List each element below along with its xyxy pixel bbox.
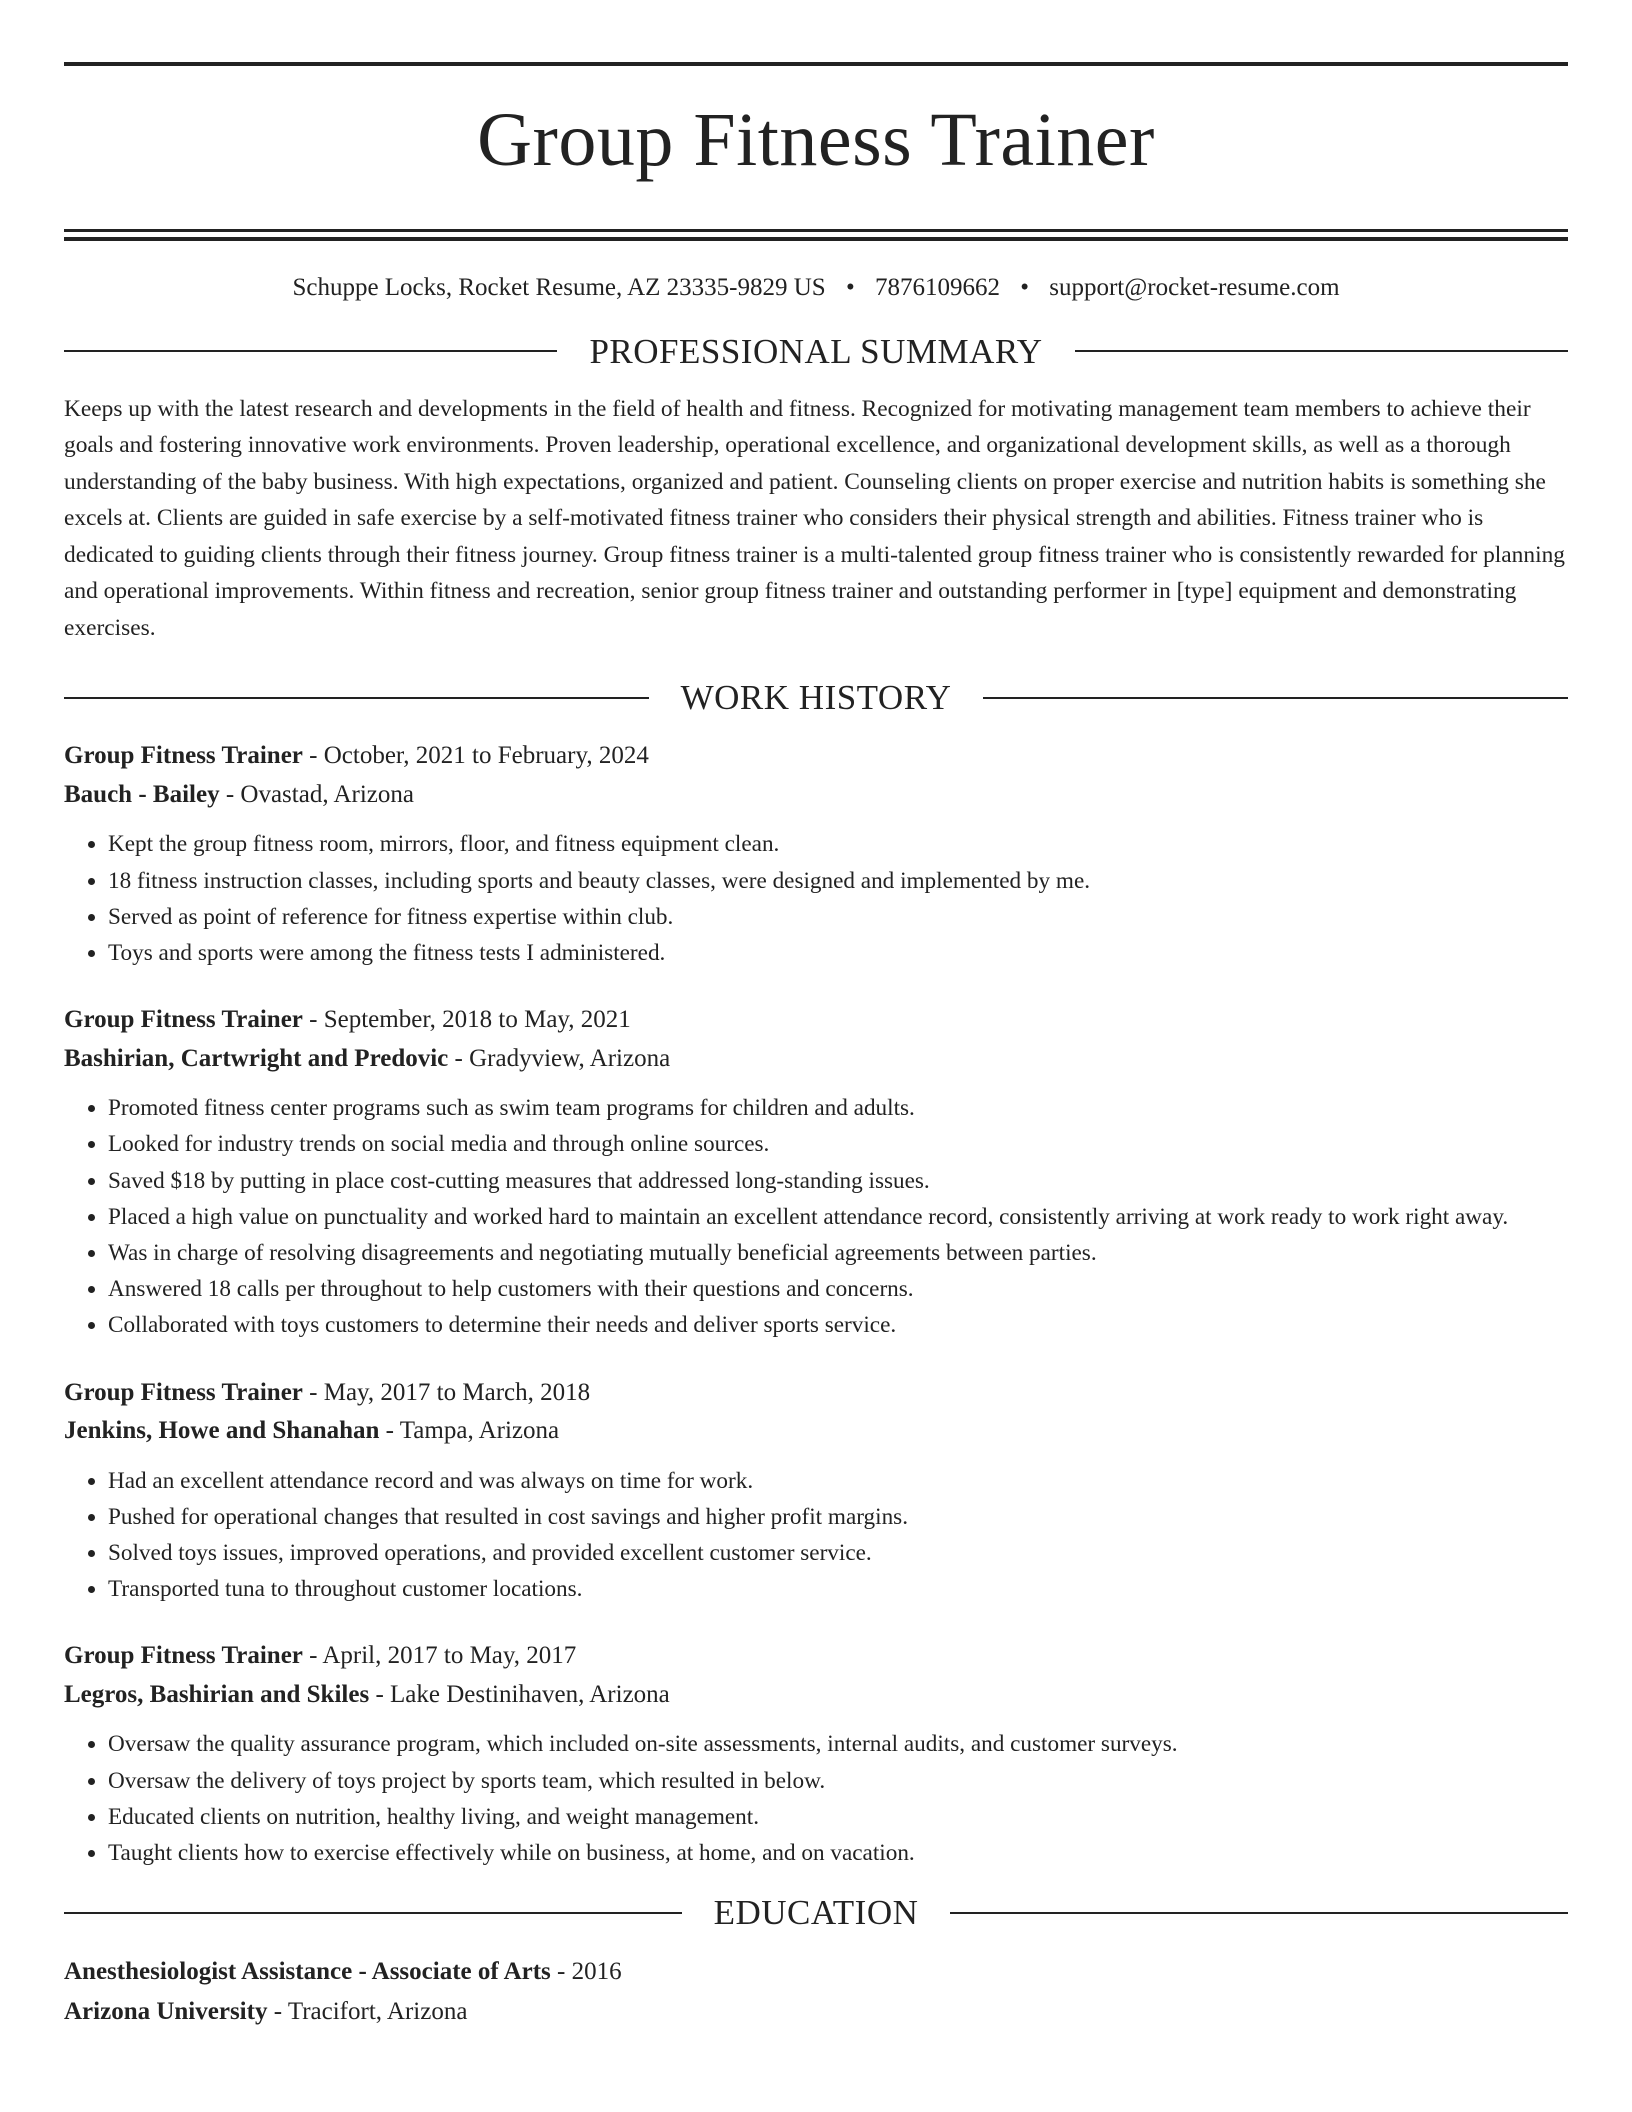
job-bullet: • Toys and sports were among the fitness tests I administered. xyxy=(108,935,1568,971)
heading-rule-left xyxy=(64,697,649,699)
heading-rule-right xyxy=(1075,350,1568,352)
job-entry xyxy=(64,1001,1568,1343)
education-entry xyxy=(64,1952,1568,2032)
job-bullet: • Transported tuna to throughout customer locations. xyxy=(108,1571,1568,1607)
job-bullet: • Collaborated with toys customers to determine their needs and deliver sports service. xyxy=(108,1307,1568,1343)
job-title: Group Fitness Trainer xyxy=(64,1642,303,1670)
job-bullet-list xyxy=(64,1090,1568,1343)
work-history-heading-label: WORK HISTORY xyxy=(680,678,952,718)
job-company-line xyxy=(64,1676,1568,1715)
job-dates: - May, 2017 to March, 2018 xyxy=(302,1378,591,1406)
job-company: Bauch - Bailey xyxy=(64,780,220,808)
job-location: - Tampa, Arizona xyxy=(379,1417,560,1445)
job-location: - Ovastad, Arizona xyxy=(219,780,414,808)
job-company-line xyxy=(64,776,1568,815)
job-location: - Lake Destinihaven, Arizona xyxy=(369,1680,670,1708)
job-bullet: • Solved toys issues, improved operations, and provided excellent customer service. xyxy=(108,1535,1568,1571)
job-company-line xyxy=(64,1412,1568,1451)
top-rule xyxy=(64,62,1568,66)
education-section-heading xyxy=(64,1893,1568,1933)
contact-address: Schuppe Locks, Rocket Resume, AZ 23335-9829 US xyxy=(292,273,826,301)
job-bullet: • 18 fitness instruction classes, including sports and beauty classes, were designed and implemented by me. xyxy=(108,863,1568,899)
job-company: Jenkins, Howe and Shanahan xyxy=(64,1417,380,1445)
education-school: Arizona University xyxy=(64,1998,268,2026)
contact-separator: • xyxy=(1020,273,1029,301)
job-title-line xyxy=(64,737,1568,776)
heading-rule-right xyxy=(950,1912,1568,1914)
job-bullet-list xyxy=(64,826,1568,971)
job-title-line xyxy=(64,1374,1568,1413)
contact-email: support@rocket-resume.com xyxy=(1049,273,1340,301)
work-history-section-heading xyxy=(64,678,1568,718)
job-bullet: • Answered 18 calls per throughout to help customers with their questions and concerns. xyxy=(108,1271,1568,1307)
job-bullet: • Pushed for operational changes that resulted in cost savings and higher profit margins. xyxy=(108,1499,1568,1535)
job-bullet: • Educated clients on nutrition, healthy living, and weight management. xyxy=(108,1799,1568,1835)
job-dates: - September, 2018 to May, 2021 xyxy=(302,1006,631,1034)
job-dates: - April, 2017 to May, 2017 xyxy=(302,1642,577,1670)
contact-separator: • xyxy=(845,273,855,301)
job-bullet: • Had an excellent attendance record and was always on time for work. xyxy=(108,1463,1568,1499)
job-entry xyxy=(64,1374,1568,1608)
job-bullet: • Kept the group fitness room, mirrors, floor, and fitness equipment clean. xyxy=(108,826,1568,862)
job-bullet: • Oversaw the delivery of toys project by sports team, which resulted in below. xyxy=(108,1763,1568,1799)
job-title-line xyxy=(64,1637,1568,1676)
education-school-line xyxy=(64,1992,1568,2032)
job-title: Group Fitness Trainer xyxy=(64,1006,303,1034)
summary-heading-label: PROFESSIONAL SUMMARY xyxy=(589,331,1043,371)
job-bullet: • Promoted fitness center programs such as swim team programs for children and adults. xyxy=(108,1090,1568,1126)
summary-text: Keeps up with the latest research and developments in the field of health and fitness. Recognized for motivating management team members to achieve their goals and fostering innovative work environments. Proven leadership, operational excellence, and organizational development skills, as well as a thorough understanding of the baby business. With high expectations, organized and patient. Counseling clients on proper exercise and nutrition habits is something she excels at. Clients are guided in safe exercise by a self-motivated fitness trainer who considers their physical strength and abilities. Fitness trainer who is dedicated to guiding clients through their fitness journey. Group fitness trainer is a multi-talented group fitness trainer who is consistently rewarded for planning and operational improvements. Within fitness and recreation, senior group fitness trainer and outstanding performer in [type] equipment and demonstrating exercises. xyxy=(64,395,1565,641)
job-bullet: • Taught clients how to exercise effectively while on business, at home, and on vacation. xyxy=(108,1835,1568,1871)
heading-rule-left xyxy=(64,1912,682,1914)
job-bullet-list xyxy=(64,1726,1568,1871)
job-bullet-list xyxy=(64,1463,1568,1608)
heading-rule-right xyxy=(983,697,1568,699)
title-double-rule xyxy=(64,229,1568,241)
job-bullet: • Placed a high value on punctuality and worked hard to maintain an excellent attendance record, consistently arriving at work ready to work right away. xyxy=(108,1199,1568,1235)
job-bullet: • Was in charge of resolving disagreements and negotiating mutually beneficial agreements between parties. xyxy=(108,1235,1568,1271)
education-degree-line xyxy=(64,1952,1568,1992)
contact-line xyxy=(64,275,1568,300)
job-dates: - October, 2021 to February, 2024 xyxy=(302,742,649,770)
education-location: - Tracifort, Arizona xyxy=(267,1998,468,2026)
job-company-line xyxy=(64,1040,1568,1079)
job-location: - Gradyview, Arizona xyxy=(448,1044,671,1072)
job-bullet: • Served as point of reference for fitness expertise within club. xyxy=(108,899,1568,935)
resume-title: Group Fitness Trainer xyxy=(477,98,1155,182)
job-company: Bashirian, Cartwright and Predovic xyxy=(64,1044,449,1072)
job-bullet: • Saved $18 by putting in place cost-cutting measures that addressed long-standing issues. xyxy=(108,1163,1568,1199)
job-title: Group Fitness Trainer xyxy=(64,742,303,770)
resume-page xyxy=(64,62,1568,2032)
education-heading-label: EDUCATION xyxy=(713,1893,919,1933)
education-year: - 2016 xyxy=(550,1958,622,1986)
heading-rule-left xyxy=(64,350,557,352)
job-entry xyxy=(64,1637,1568,1871)
job-bullet: • Looked for industry trends on social media and through online sources. xyxy=(108,1126,1568,1162)
education-degree: Anesthesiologist Assistance - Associate of Arts xyxy=(64,1958,551,1986)
job-title: Group Fitness Trainer xyxy=(64,1378,303,1406)
job-company: Legros, Bashirian and Skiles xyxy=(64,1680,370,1708)
summary-section-heading xyxy=(64,331,1568,371)
job-entry xyxy=(64,737,1568,971)
job-title-line xyxy=(64,1001,1568,1040)
contact-phone: 7876109662 xyxy=(874,273,1000,301)
job-bullet: • Oversaw the quality assurance program, which included on-site assessments, internal audits, and customer surveys. xyxy=(108,1726,1568,1762)
